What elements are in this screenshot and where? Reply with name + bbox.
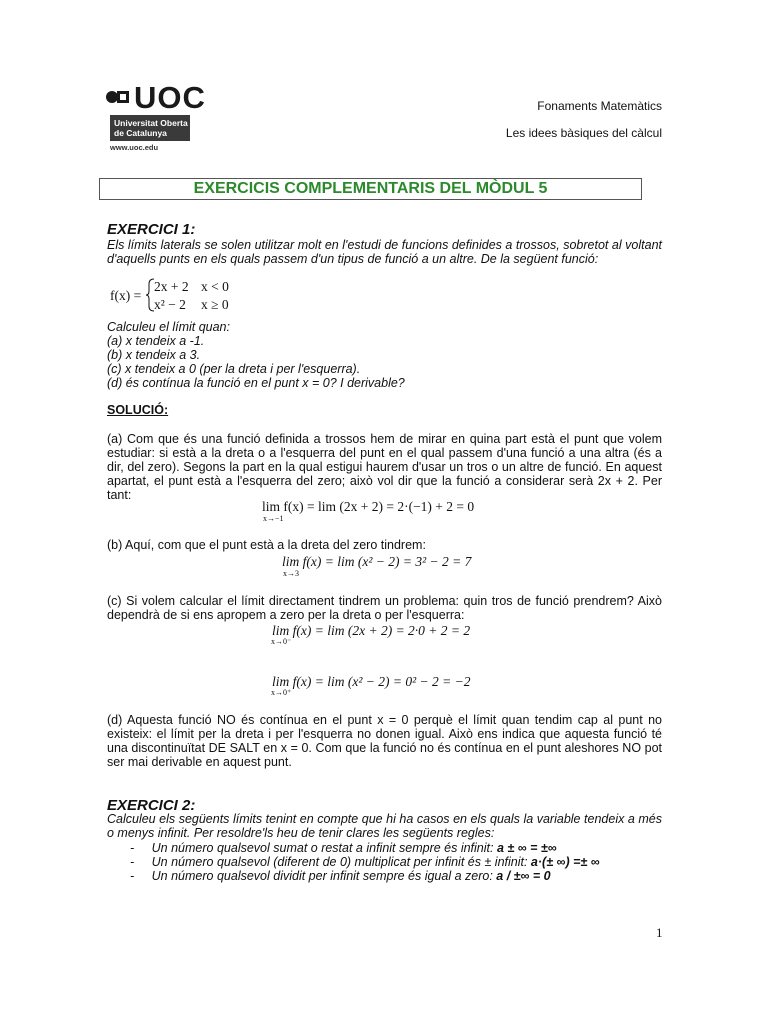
- logo-subtitle-2: de Catalunya: [114, 128, 167, 138]
- eq-c2: lim f(x) = lim (x² − 2) = 0² − 2 = −2: [272, 674, 471, 689]
- eq-b: lim f(x) = lim (x² − 2) = 3² − 2 = 7: [282, 554, 472, 569]
- rule-3-text: Un número qualsevol dividit per infinit sempre és igual a zero:: [151, 869, 497, 883]
- uoc-logo-box: [110, 115, 190, 141]
- case1-expr: 2x + 2: [154, 279, 189, 294]
- topic-name: Les idees bàsiques del càlcul: [505, 126, 662, 140]
- sol-b-text: (b) Aquí, com que el punt està a la dreta del zero tindrem:: [107, 538, 426, 552]
- eq-c2-sub: x→0⁺: [271, 688, 292, 697]
- rule-1-formula: a ± ∞ = ±∞: [496, 841, 557, 855]
- case2-expr: x² − 2: [154, 297, 186, 312]
- rule-3: [130, 869, 551, 884]
- logo-url: www.uoc.edu: [110, 143, 159, 152]
- sol-c-text: (c) Si volem calcular el límit directament tindrem un problema: quin tros de funció prendrem? Això dependrà de si ens apropem a zero per la dreta o per l'esquerra:: [107, 594, 662, 622]
- eq-c1: lim f(x) = lim (2x + 2) = 2·0 + 2 = 2: [272, 623, 471, 638]
- fx-label: f(x) =: [110, 288, 142, 303]
- eq-a: lim f(x) = lim (2x + 2) = 2·(−1) + 2 = 0: [262, 499, 475, 514]
- rule-dash: -: [130, 855, 135, 869]
- ex1-heading: EXERCICI 1:: [107, 221, 196, 238]
- eq-c1-sub: x→0⁻: [271, 637, 292, 646]
- rule-2: [130, 855, 600, 870]
- course-name: Fonaments Matemàtics: [537, 99, 662, 113]
- rule-2-text: Un número qualsevol (diferent de 0) multiplicat per infinit és ± infinit:: [151, 855, 531, 869]
- rule-2-formula: a·(± ∞) =± ∞: [530, 855, 600, 869]
- ex2-intro: Calculeu els següents límits tenint en compte que hi ha casos en els quals la variable tendeix a més o menys infinit. Per resoldre'ls heu de tenir clares les següents regles:: [107, 812, 662, 840]
- uoc-logo-mark: [106, 88, 126, 108]
- rule-dash: -: [130, 841, 135, 855]
- solution-label: SOLUCIÓ:: [107, 403, 169, 417]
- sol-d-text: (d) Aquesta funció NO és contínua en el punt x = 0 perquè el límit quan tendim cap al punt no existeix: el límit per la dreta i per l'esquerra no donen igual. Això ens indica que aquesta funció té una discontinuïtat DE SALT en x = 0. Com que la funció no és contínua en el punt aleshores NO pot ser mai derivable en aquest punt.: [107, 713, 662, 769]
- sol-a-text: (a) Com que és una funció definida a trossos hem de mirar en quina part està el punt que volem estudiar: si està a la dreta o a l'esquerra del punt en el qual passem d'una funció a una altra (és a dir, del zero). Segons la part en la qual estigui haurem d'usar un tros o un altre de funció. En aquest apartat, el punt està a l'esquerra del zero; això vol dir que la funció a considerar serà 2x + 2. Per tant:: [107, 432, 662, 502]
- ex1-intro: Els límits laterals se solen utilitzar molt en l'estudi de funcions definides a trossos, sobretot al voltant d'aquells punts en els quals passem d'un tipus de funció a un altre. De la següent funció:: [107, 238, 662, 266]
- ex2-heading: EXERCICI 2:: [107, 797, 196, 814]
- page-number: 1: [656, 925, 663, 940]
- rule-1-text: Un número qualsevol sumat o restat a infinit sempre és infinit:: [151, 841, 497, 855]
- rule-1: [130, 841, 557, 856]
- page-title: EXERCICIS COMPLEMENTARIS DEL MÒDUL 5: [193, 180, 548, 197]
- logo-subtitle-1: Universitat Oberta: [114, 118, 188, 128]
- case1-cond: x < 0: [201, 279, 229, 294]
- ex1-item-b: (b) x tendeix a 3.: [107, 348, 201, 362]
- ex1-item-d: (d) és contínua la funció en el punt x = 0? I derivable?: [107, 376, 405, 390]
- rule-dash: -: [130, 869, 135, 883]
- eq-b-sub: x→3: [283, 569, 299, 578]
- rule-3-formula: a / ±∞ = 0: [496, 869, 551, 883]
- title-box: [99, 178, 642, 200]
- uoc-logo-text: UOC: [134, 80, 206, 115]
- ex1-ask: Calculeu el límit quan:: [107, 320, 230, 334]
- case2-cond: x ≥ 0: [201, 297, 229, 312]
- ex1-item-a: (a) x tendeix a -1.: [107, 334, 205, 348]
- eq-a-sub: x→−1: [263, 514, 284, 523]
- ex1-item-c: (c) x tendeix a 0 (per la dreta i per l'esquerra).: [107, 362, 361, 376]
